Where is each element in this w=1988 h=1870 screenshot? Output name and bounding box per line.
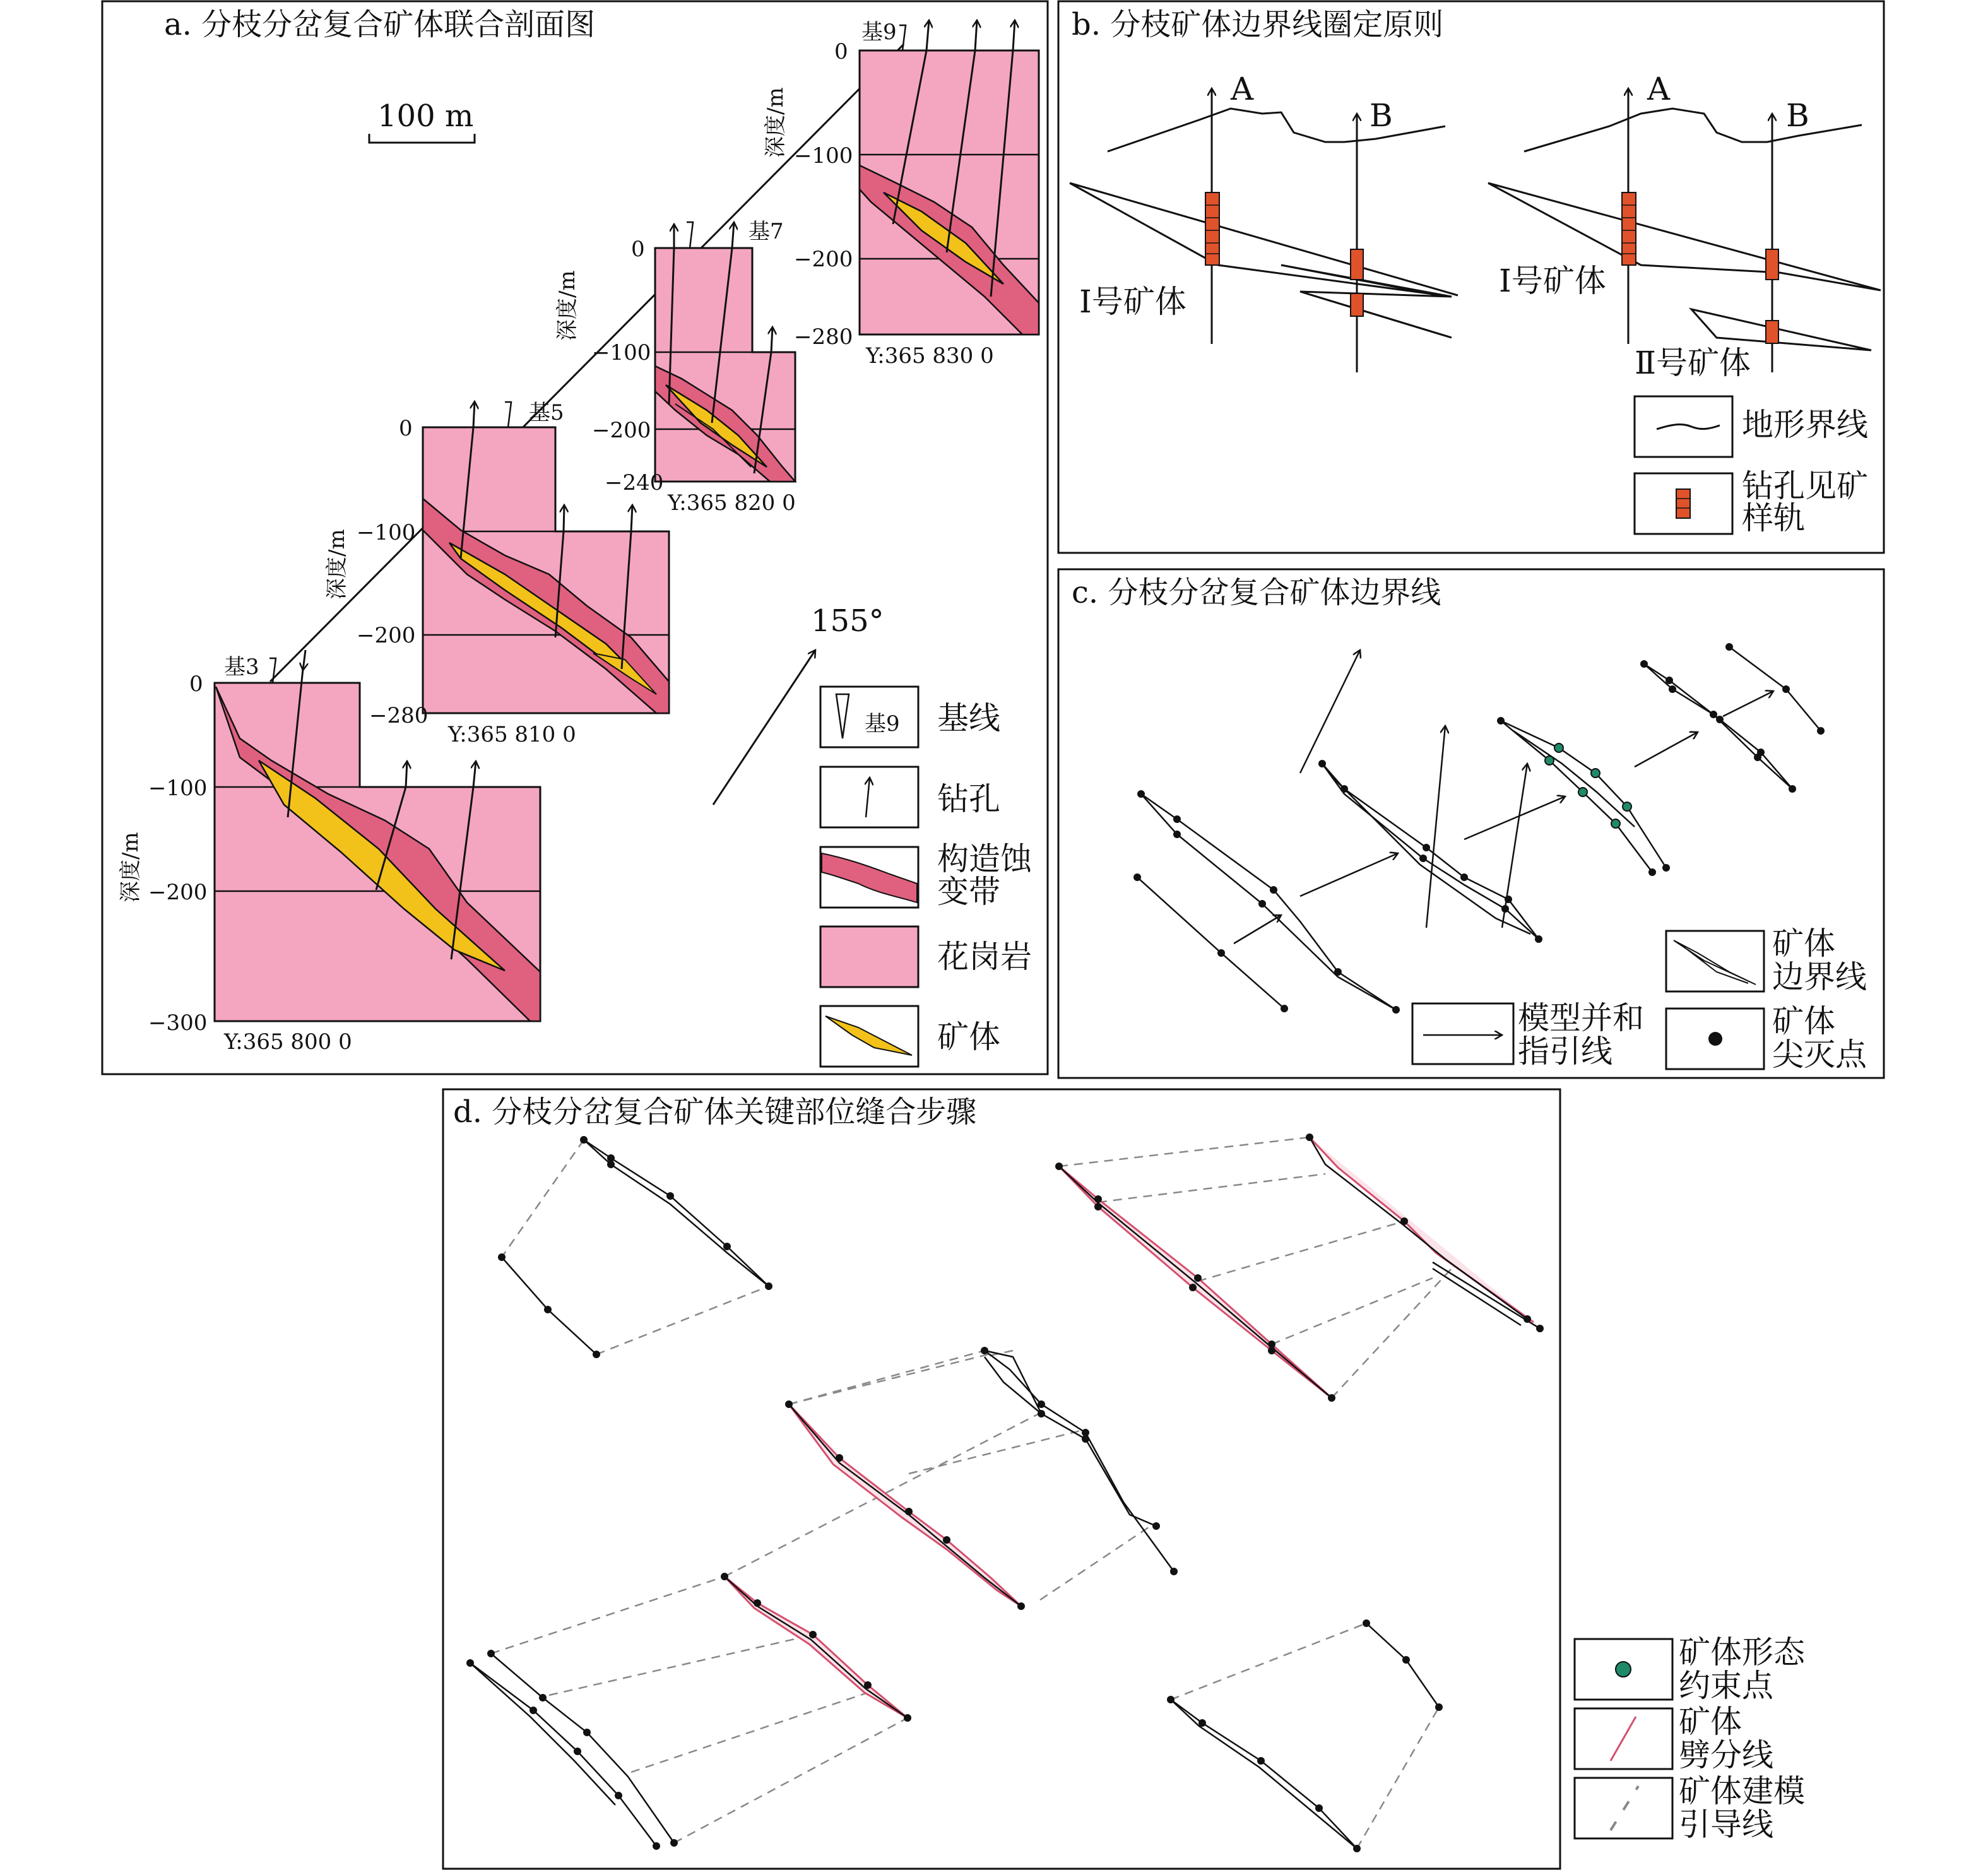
- depth-tick: −300: [148, 1010, 208, 1036]
- step-3-split-orebody: [789, 1351, 1174, 1606]
- scale-bar: [369, 98, 475, 143]
- hole-label-a: A: [1231, 71, 1254, 107]
- panel-a: [102, 1, 1048, 1074]
- depth-tick: 0: [834, 39, 848, 64]
- baseline-label: 基5: [529, 400, 564, 425]
- model-guide-arrow-icon: [1412, 1003, 1513, 1064]
- legend-label: 变带: [937, 873, 1000, 910]
- panel-d-title: d. 分枝分岔复合矿体关键部位缝合步骤: [453, 1094, 977, 1130]
- legend-label: 钻孔见矿: [1742, 468, 1868, 504]
- legend-label: 劈分线: [1679, 1737, 1773, 1773]
- orebody-2-label: Ⅱ号矿体: [1635, 345, 1751, 381]
- legend-label: 样轨: [1742, 500, 1805, 536]
- drillhole-icon: [820, 767, 918, 827]
- depth-tick: −200: [794, 247, 853, 272]
- section-y-label: Y:365 830 0: [866, 343, 994, 369]
- panel-d: [443, 1089, 1806, 1869]
- orebody-1-label: Ⅰ号矿体: [1079, 283, 1186, 320]
- section-y-label: Y:365 820 0: [668, 490, 796, 516]
- legend-label: 尖灭点: [1772, 1036, 1867, 1073]
- depth-tick: −100: [794, 143, 853, 169]
- depth-tick: −200: [148, 880, 208, 905]
- depth-axis-label: 深度/m: [555, 270, 580, 341]
- legend-label: 矿体: [1772, 1003, 1835, 1039]
- baseline-label: 基7: [748, 219, 784, 244]
- legend-label: 引导线: [1679, 1806, 1773, 1843]
- depth-tick: −100: [357, 520, 416, 545]
- legend-label: 约束点: [1679, 1667, 1773, 1704]
- hole-label-b: B: [1370, 97, 1393, 134]
- legend-label: 地形界线: [1742, 406, 1868, 443]
- baseline-marker: [269, 658, 276, 683]
- panel-a-title: a. 分枝分岔复合矿体联合剖面图: [164, 7, 596, 42]
- step-4-points: [466, 1573, 911, 1850]
- legend-label: 基线: [937, 700, 1000, 737]
- terrain-line: [1108, 109, 1445, 151]
- section-ji7: [555, 219, 796, 516]
- terrain-line: [1524, 109, 1862, 151]
- legend-label: 钻孔: [937, 781, 1000, 817]
- section-y-label: Y:365 800 0: [224, 1029, 352, 1055]
- legend-label: 矿体: [1679, 1703, 1742, 1740]
- orebody-branch-boundary: [1281, 265, 1452, 338]
- panel-c-title: c. 分枝分岔复合矿体边界线: [1072, 575, 1441, 610]
- granite-icon: [820, 926, 918, 987]
- orebody-1-boundary: [1070, 183, 1458, 297]
- legend-label: 边界线: [1772, 959, 1867, 995]
- legend-label: 矿体形态: [1679, 1634, 1805, 1671]
- legend-label: 花岗岩: [937, 938, 1032, 975]
- legend-label: 指引线: [1518, 1033, 1612, 1070]
- hole-label-b: B: [1786, 97, 1809, 134]
- depth-tick: −100: [148, 776, 208, 801]
- baseline-marker: [687, 222, 693, 248]
- depth-tick: −100: [592, 340, 651, 365]
- legend-label: 模型并和: [1518, 1000, 1644, 1036]
- depth-tick: −280: [794, 324, 853, 350]
- section-y-label: Y:365 810 0: [448, 722, 576, 747]
- depth-tick: −240: [605, 470, 664, 495]
- depth-axis-label: 深度/m: [324, 529, 350, 600]
- depth-tick: 0: [189, 672, 203, 697]
- depth-tick: −280: [369, 703, 429, 728]
- panel-b-title: b. 分枝矿体边界线圈定原则: [1072, 7, 1444, 42]
- step-1-points: [498, 1136, 772, 1358]
- panel-b: [1058, 1, 1884, 553]
- depth-axis-label: 深度/m: [118, 832, 143, 902]
- ore-sample-marker: [1205, 192, 1363, 316]
- orebody-1-label: Ⅰ号矿体: [1499, 263, 1606, 299]
- depth-tick: 0: [399, 416, 413, 441]
- modeling-guide-lines: [491, 1137, 1452, 1849]
- baseline-marker: [505, 402, 511, 427]
- legend-label: 矿体: [1772, 925, 1835, 962]
- scale-label: 100 m: [377, 98, 474, 134]
- hole-label-a: A: [1647, 71, 1671, 107]
- legend-label: 矿体建模: [1679, 1773, 1805, 1809]
- step-2-points: [1055, 1133, 1544, 1402]
- depth-tick: −200: [357, 623, 416, 648]
- model-guide-arrows: [1234, 650, 1773, 944]
- depth-tick: −200: [592, 418, 651, 443]
- depth-axis-label: 深度/m: [763, 87, 788, 158]
- legend-icon-text: 基9: [865, 711, 900, 737]
- panel-c: [1058, 569, 1884, 1078]
- baseline-label: 基9: [861, 20, 897, 45]
- legend-label: 构造蚀: [937, 841, 1032, 877]
- direction-label: 155°: [811, 603, 884, 639]
- section-ji9: [763, 20, 1039, 369]
- step-5-boundaries: [1171, 1623, 1439, 1849]
- legend-a: [820, 687, 1032, 1067]
- baseline-label: 基3: [224, 654, 259, 680]
- legend-label: 矿体: [937, 1019, 1000, 1055]
- depth-tick: 0: [631, 237, 645, 262]
- ore-boundary-icon: [1666, 931, 1764, 991]
